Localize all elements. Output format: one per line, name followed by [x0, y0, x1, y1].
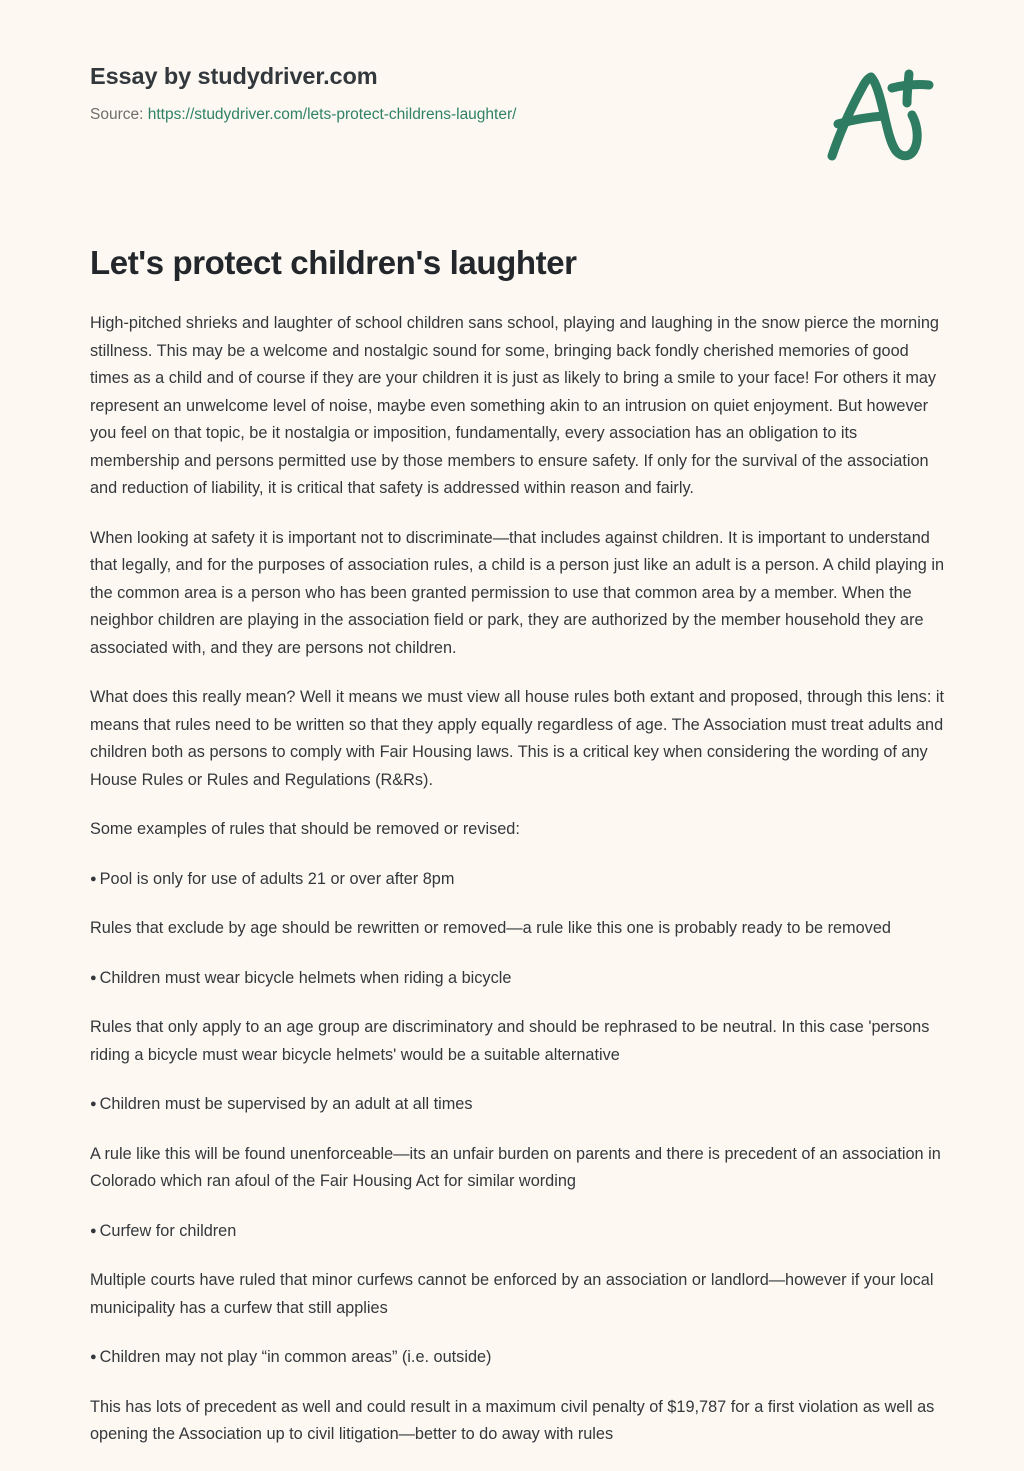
body-paragraph: Rules that exclude by age should be rewritten or removed—a rule like this one is probably ready to be removed [90, 919, 891, 937]
page-title: Let's protect children's laughter [90, 244, 577, 281]
body-paragraph: When looking at safety it is important not to discriminate—that includes against children. It is important to understand that legally, and for the purposes of association rules, a child is a person just like an adult is a person. A child playing in the common area is a person who has been granted permission to use that common area by a member. When the neighbor children are playing in the association field or park, they are authorized by the member household they are associated with, and they are persons not children. [90, 528, 945, 657]
brand-line: Essay by studydriver.com [90, 63, 378, 89]
rule-bullet-text: Children must wear bicycle helmets when riding a bicycle [99, 968, 512, 987]
document-body [90, 310, 946, 1471]
rule-bullet-item [90, 1091, 946, 1119]
rule-bullet-item [90, 965, 946, 993]
body-paragraph: Rules that only apply to an age group are discriminatory and should be rephrased to be neutral. In this case 'persons riding a bicycle must wear bicycle helmets' would be a suitable alternative [90, 1018, 930, 1064]
rule-bullet-item [90, 1344, 946, 1372]
source-url-link[interactable]: https://studydriver.com/lets-protect-childrens-laughter/ [147, 106, 517, 124]
rule-bullet-item [90, 866, 946, 894]
rule-bullet-text: Children may not play “in common areas” (i.e. outside) [99, 1348, 492, 1366]
bullet-icon: ● [90, 1224, 97, 1237]
rule-bullet-item [90, 1218, 946, 1246]
body-paragraph: This has lots of precedent as well and could result in a maximum civil penalty of $19,787 for a first violation as well as opening the Association up to civil litigation—better to do away with rules [90, 1397, 935, 1443]
a-plus-logo [800, 58, 960, 178]
rule-bullet-text: Curfew for children [99, 1221, 237, 1240]
body-paragraph: A rule like this will be found unenforceable—its an unfair burden on parents and there is precedent of an association in Colorado which ran afoul of the Fair Housing Act for similar wording [90, 1144, 941, 1190]
body-paragraph: Some examples of rules that should be removed or revised: [90, 820, 520, 838]
body-paragraph: High-pitched shrieks and laughter of school children sans school, playing and laughing in the snow pierce the morning stillness. This may be a welcome and nostalgic sound for some, bringing back fondly cherished memories of good times as a child and of course if they are your children it is just as likely to bring a smile to your face! For others it may represent an unwelcome level of noise, maybe even something akin to an intrusion on quiet enjoyment. But however you feel on that topic, be it nostalgia or imposition, fundamentally, every association has an obligation to its membership and persons permitted use by those members to ensure safety. If only for the survival of the association and reduction of liability, it is critical that safety is addressed within reason and fairly. [90, 314, 939, 497]
source-label: Source: [90, 106, 144, 124]
bullet-icon: ● [90, 1351, 97, 1363]
body-paragraph: What does this really mean? Well it means we must view all house rules both extant and proposed, through this lens: it means that rules need to be written so that they apply equally regardless of age. The Association must treat adults and children both as persons to comply with Fair Housing laws. This is a critical key when considering the wording of any House Rules or Rules and Regulations (R&Rs). [90, 688, 945, 789]
rule-bullet-text: Pool is only for use of adults 21 or over after 8pm [99, 869, 455, 888]
bullet-icon: ● [90, 872, 97, 885]
bullet-icon: ● [90, 1098, 97, 1110]
rule-bullet-text: Children must be supervised by an adult at all times [99, 1095, 473, 1113]
body-paragraph: Multiple courts have ruled that minor curfews cannot be enforced by an association or landlord—however if your local municipality has a curfew that still applies [90, 1271, 934, 1317]
a-plus-icon [800, 58, 960, 178]
bullet-icon: ● [90, 971, 97, 984]
